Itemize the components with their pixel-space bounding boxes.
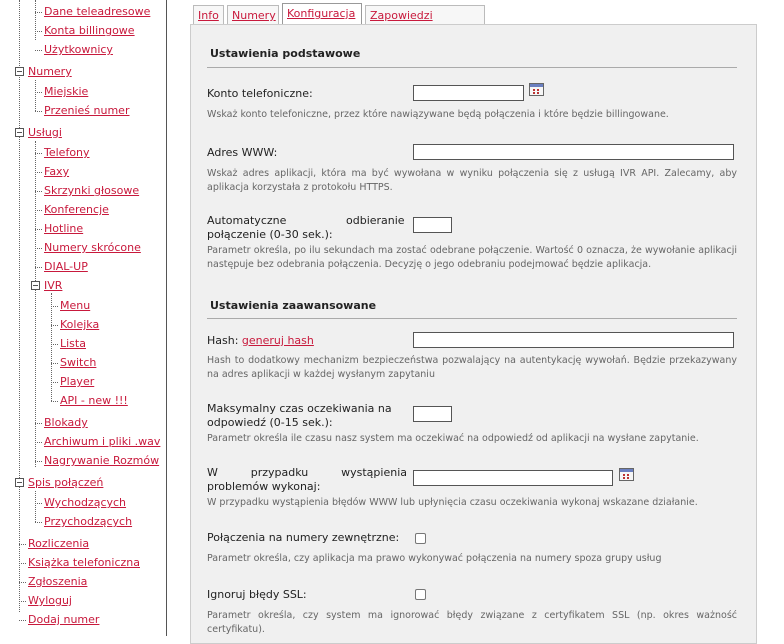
section-divider — [207, 318, 737, 319]
auto-answer-label-2: odbieranie — [346, 214, 405, 227]
sidebar-item-zgloszenia[interactable]: Zgłoszenia — [28, 575, 88, 588]
sidebar-item-dane-teleadresowe[interactable]: Dane teleadresowe — [44, 5, 151, 18]
sidebar-item-skrzynki-glosowe[interactable]: Skrzynki głosowe — [44, 184, 140, 197]
sidebar-item-telefony[interactable]: Telefony — [44, 146, 90, 159]
wait-input[interactable] — [413, 406, 452, 422]
www-help: Wskaż adres aplikacji, która ma być wywołana w wyniku połączenia się z usługą IVR API. Zalecamy, aby aplikacja korzystała z protokołu HTTPS. — [207, 168, 737, 193]
account-label: Konto telefoniczne: — [207, 87, 313, 100]
configuration-panel — [190, 24, 757, 644]
collapse-numery-icon[interactable] — [15, 67, 24, 76]
problem-label-2: problemów wykonaj: — [207, 480, 321, 493]
tab-konfiguracja[interactable]: Konfiguracja — [282, 3, 362, 24]
tab-numery[interactable]: Numery — [227, 5, 279, 24]
sidebar-item-switch[interactable]: Switch — [60, 356, 97, 369]
sidebar-item-lista[interactable]: Lista — [60, 337, 86, 350]
tree-line — [35, 491, 36, 522]
ignore-ssl-label: Ignoruj błędy SSL: — [207, 588, 307, 601]
sidebar-item-wyloguj[interactable]: Wyloguj — [28, 594, 72, 607]
sidebar-item-przenies-numer[interactable]: Przenieś numer — [44, 104, 130, 117]
sidebar-item-konta-billingowe[interactable]: Konta billingowe — [44, 24, 135, 37]
tab-info[interactable]: Info — [193, 5, 224, 24]
ignore-ssl-help: Parametr określa, czy system ma ignorować błędy związane z certyfikatem SSL (np. okres ważność certyfikatu). — [207, 610, 737, 635]
problem-help: W przypadku wystąpienia błędów WWW lub upłynięcia czasu oczekiwania wykonaj wskazane działanie. — [207, 497, 698, 508]
tree-line — [35, 0, 36, 40]
sidebar-item-nagrywanie[interactable]: Nagrywanie Rozmów — [44, 454, 160, 467]
hash-label — [207, 334, 314, 348]
www-label: Adres WWW: — [207, 146, 278, 159]
wait-label-1 — [207, 402, 407, 416]
section-divider — [207, 67, 737, 68]
tree-line — [35, 80, 36, 111]
sidebar-item-faxy[interactable]: Faxy — [44, 165, 70, 178]
sidebar-item-przychodzacych[interactable]: Przychodzących — [44, 515, 133, 528]
basic-settings-title: Ustawienia podstawowe — [210, 47, 361, 60]
sidebar-item-ksiazka-telefoniczna[interactable]: Książka telefoniczna — [28, 556, 140, 569]
auto-answer-label-3: połączenie (0-30 sek.): — [207, 228, 333, 241]
sidebar-item-ivr[interactable]: IVR — [44, 279, 63, 292]
tree-line — [35, 141, 36, 467]
hash-label-text: Hash: — [207, 334, 239, 347]
account-help: Wskaż konto telefoniczne, przez które nawiązywane będą połączenia i które będzie billingowane. — [207, 109, 669, 120]
auto-answer-label-1: Automatyczne — [207, 214, 287, 227]
sidebar-item-rozliczenia[interactable]: Rozliczenia — [28, 537, 90, 550]
sidebar-item-player[interactable]: Player — [60, 375, 95, 388]
sidebar-item-numery[interactable]: Numery — [28, 65, 72, 78]
sidebar-item-menu[interactable]: Menu — [60, 299, 91, 312]
account-input[interactable] — [413, 85, 524, 101]
sidebar-item-uslugi[interactable]: Usługi — [28, 126, 62, 139]
calendar-icon[interactable] — [529, 83, 544, 96]
sidebar-item-konferencje[interactable]: Konferencje — [44, 203, 109, 216]
sidebar-item-miejskie[interactable]: Miejskie — [44, 85, 89, 98]
sidebar-item-numery-skrocone[interactable]: Numery skrócone — [44, 241, 141, 254]
hash-input[interactable] — [413, 332, 734, 348]
wait-label-1-text: Maksymalny czas oczekiwania na — [207, 402, 392, 415]
external-calls-checkbox[interactable] — [415, 533, 426, 544]
sidebar-item-kolejka[interactable]: Kolejka — [60, 318, 100, 331]
external-calls-label: Połączenia na numery zewnętrzne: — [207, 531, 400, 544]
www-input[interactable] — [413, 144, 734, 160]
wait-label-2: odpowiedź (0-15 sek.): — [207, 416, 333, 429]
calendar-icon[interactable] — [619, 468, 634, 481]
advanced-settings-title: Ustawienia zaawansowane — [210, 299, 377, 312]
tree-line — [19, 0, 20, 612]
collapse-ivr-icon[interactable] — [31, 281, 40, 290]
collapse-spis-icon[interactable] — [15, 478, 24, 487]
problem-action-input[interactable] — [413, 470, 613, 486]
sidebar-item-dial-up[interactable]: DIAL-UP — [44, 260, 88, 273]
tab-zapowiedzi-glosowe[interactable]: Zapowiedzi — [365, 5, 485, 24]
sidebar-item-uzytkownicy[interactable]: Użytkownicy — [44, 43, 113, 56]
sidebar-item-spis-polaczen[interactable]: Spis połączeń — [28, 476, 104, 489]
auto-answer-input[interactable] — [413, 217, 452, 233]
tree-line — [51, 293, 52, 401]
collapse-uslugi-icon[interactable] — [15, 128, 24, 137]
sidebar-item-archiwum[interactable]: Archiwum i pliki .wav — [44, 435, 161, 448]
sidebar-item-blokady[interactable]: Blokady — [44, 416, 88, 429]
auto-answer-help: Parametr określa, po ilu sekundach ma zostać odebrane połączenie. Wartość 0 oznacza, że wywołanie aplikacji następuje bez odebrania połączenia. Decyzję o jego odebraniu podejmować będzie aplikacja. — [207, 245, 737, 270]
sidebar-item-dodaj-numer[interactable]: Dodaj numer — [28, 613, 100, 626]
sidebar-item-hotline[interactable]: Hotline — [44, 222, 84, 235]
ignore-ssl-checkbox[interactable] — [415, 589, 426, 600]
sidebar-item-wychodzacych[interactable]: Wychodzących — [44, 496, 127, 509]
problem-label-1: W przypadku wystąpienia — [207, 466, 407, 479]
hash-help: Hash to dodatkowy mechanizm bezpieczeństwa pozwalający na autentykację wywołań. Będzie przekazywany na adres aplikacji w każdej wysłanym zapytaniu — [207, 355, 737, 380]
sidebar-item-api-new[interactable]: API - new !!! — [60, 394, 128, 407]
wait-help: Parametr określa ile czasu nasz system ma oczekiwać na odpowiedź od aplikacji na wysłane zapytanie. — [207, 433, 699, 444]
sidebar-tree — [0, 0, 167, 636]
external-calls-help: Parametr określa, czy aplikacja ma prawo wykonywać połączenia na numery spoza grupy usług — [207, 553, 662, 564]
generate-hash-link[interactable]: generuj hash — [241, 334, 314, 347]
